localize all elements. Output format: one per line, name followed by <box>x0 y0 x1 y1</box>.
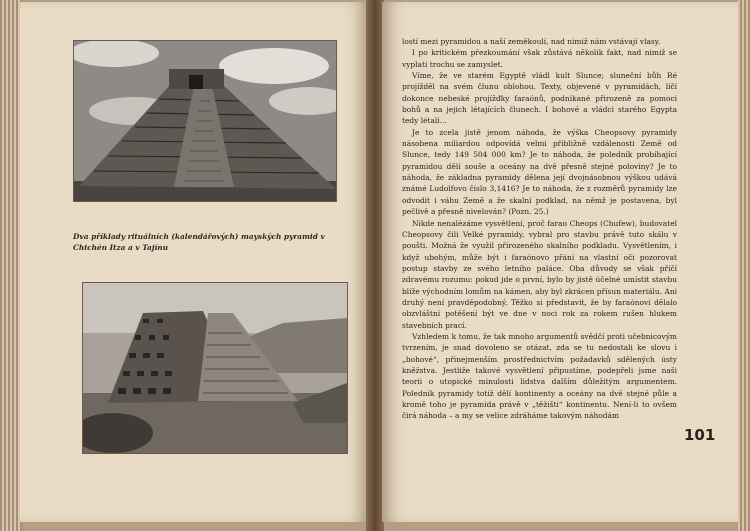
page-number: 101 <box>684 426 716 444</box>
page-edges-right <box>738 0 750 531</box>
left-page <box>20 2 368 522</box>
paragraph: Nikde nenalézáme vysvětlení, proč farao Cheops (Chufew), budovatel Cheopsovy čili Velké pyramidy, vybral pro stavbu právě tuto skálu v poušti. Možná že využil přirozeného skalního podkladu. Vysvětlením, i když ubohým, může být i faraónovo přání na vlastní oči pozorovat postup stavby ze svého letního paláce. Oba důvody se však příčí zdravému rozumu: pokud jde o první, bylo by jistě účelné umístit stavbu blíže východním lomům na kámen, aby byl zkrácen přísun materiálu. Ani druhý není pravděpodobný. Těžko si představit, že by faraónovi dělalo obzvláštní potěšení být ve dne v noci rok za rokem rušen hlukem stavebních prací. <box>402 218 677 330</box>
paragraph: lostí mezi pyramidou a naší zeměkoulí, nad nimiž nám vstávají vlasy. <box>402 37 661 46</box>
photo-caption: Dva příklady rituálních (kalendářových) mayských pyramid v Chichén Itza a v Tajínu <box>73 232 325 252</box>
stepped-pyramid-photo <box>73 40 337 202</box>
paragraph: I po kritickém přezkoumání však zůstává několik fakt, nad nimiž se vyplatí trochu se zamyslet. <box>402 48 677 69</box>
body-text <box>402 36 677 422</box>
page-edges-left <box>0 0 22 531</box>
paragraph: Vzhledem k tomu, že tak mnoho argumentů svědčí proti učebnicovým tvrzením, je snad dovoleno se otázat, zda se tu nedostali ke slovu i „bohové“, přinejmenším prostřednictvím požadavků sdělených ústy kněžstva. Jestliže takové vysvětlení připustíme, podepřeli jsme naši teorii o utopické minulosti lidstva dalším důležitým argumentem. Poledník pyramidy totiž dělí kontinenty a oceány na dvě stejné půle a kromě toho je pyramida právě v „těžišti“ kontinentu. Není-li to ovšem čirá náhoda – a my se velice zdráháme takovým náhodám <box>402 331 677 421</box>
niche-pyramid-photo <box>82 282 348 454</box>
paragraph: Víme, že ve starém Egyptě vládl kult Slunce; sluneční bůh Ré projížděl na svém člunu oblohou. Texty, objevené v pyramidách, líčí dokonce nebeské projížďky faraónů, podnikané přirozeně za pomoci bohů a na jejich létajících člunech. I bohové a vládci starého Egypta tedy létali… <box>402 71 677 126</box>
paragraph: Je to zcela jistě jenom náhoda, že výška Cheopsovy pyramidy násobena miliardou odpovídá velmi přibližně vzdálenosti Země od Slunce, tedy 149 504 000 km? Je to náhoda, že poledník probíhající pyramidou dělí souše a oceány na dvě přesně stejné poloviny? Je to náhoda, že základna pyramidy dělena její dvojnásobnou výškou udává známé Ludolfovo číslo 3,1416? Je to náhoda, že z rozměrů pyramidy lze odvodit i váhu Země a že skalní podklad, na němž je postavena, byl pečlivě a přesně nivelován? (Pozn. 25.) <box>402 127 677 217</box>
